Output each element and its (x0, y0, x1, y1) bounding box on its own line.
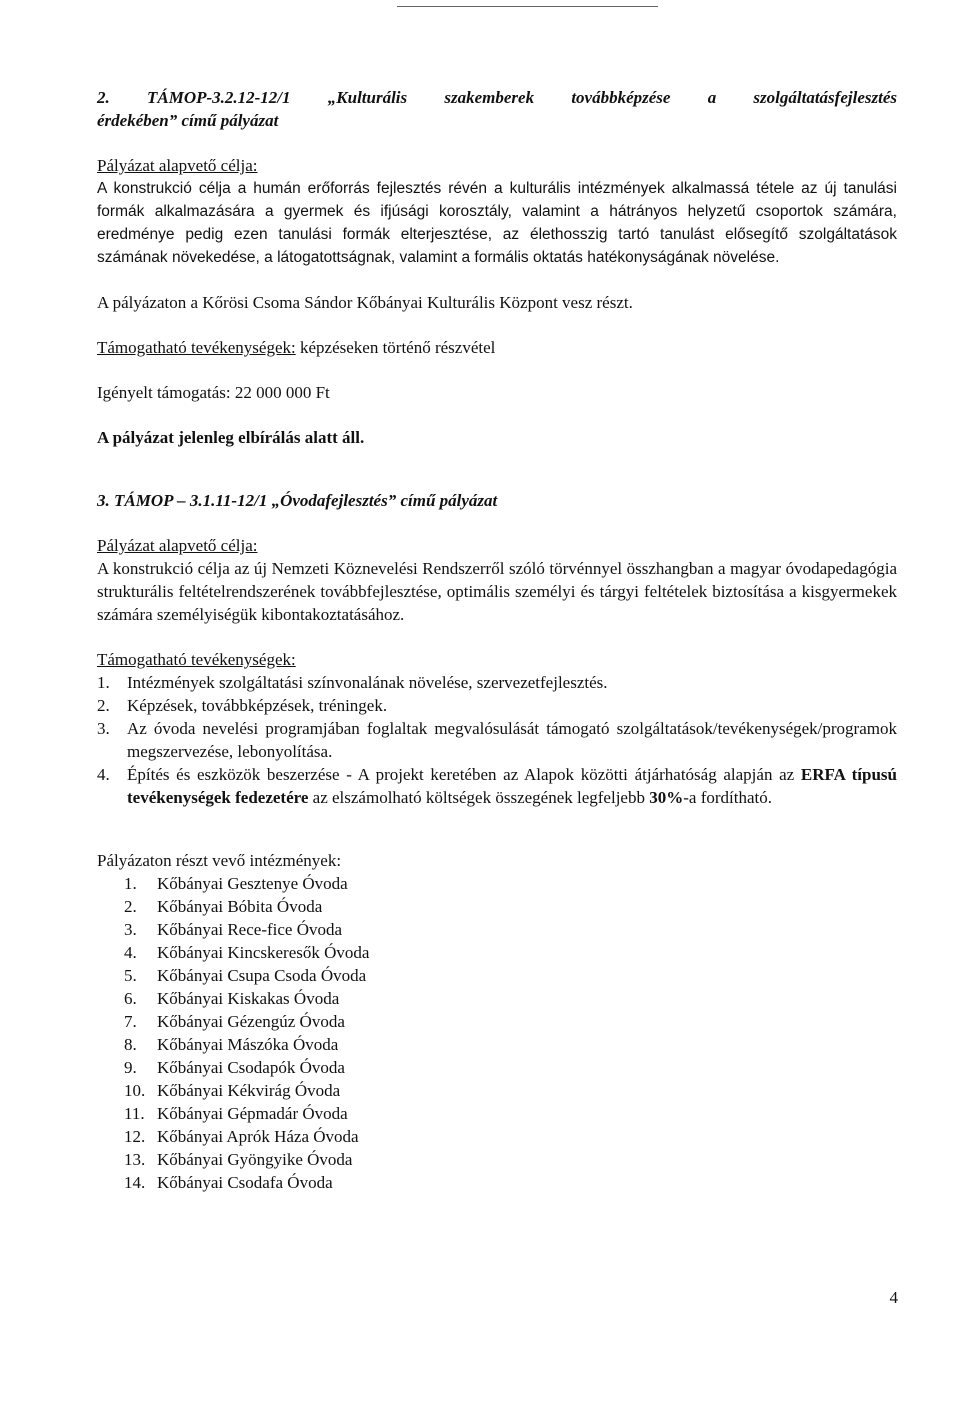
list-item-number: 3. (97, 719, 110, 738)
section2-activities-text: képzéseken történő részvétel (295, 338, 496, 357)
list-item-number: 9. (124, 1058, 137, 1077)
section3-participants-label: Pályázaton részt vevő intézmények: (97, 851, 342, 870)
list-item-text: Az óvoda nevelési programjában foglaltak megvalósulását támogató szolgáltatások/tevékenységek/programok megszervezése, lebonyolítása. (127, 719, 897, 761)
list-item (124, 895, 897, 918)
section3-heading: 3. TÁMOP – 3.1.11-12/1 „Óvodafejlesztés” című pályázat (97, 491, 498, 510)
section2-activities (97, 336, 897, 359)
top-rule (397, 6, 658, 7)
list-item-text: Kőbányai Rece-fice Óvoda (157, 920, 343, 939)
section2-status: A pályázat jelenleg elbírálás alatt áll. (97, 428, 365, 447)
section2-heading-line1: 2. TÁMOP-3.2.12-12/1 „Kulturális szakemberek továbbképzése a szolgáltatásfejlesztés (97, 88, 897, 107)
list-item (124, 964, 897, 987)
list-item-number: 5. (124, 966, 137, 985)
list-item (124, 1171, 897, 1194)
list-item (124, 1010, 897, 1033)
list-item-text: Képzések, továbbképzések, tréningek. (127, 696, 388, 715)
list-item-text: Kőbányai Aprók Háza Óvoda (157, 1127, 359, 1146)
activity4-bold-b: 30% (649, 788, 684, 807)
activity4-text-a: Építés és eszközök beszerzése - A projekt keretében az Alapok közötti átjárhatóság alapján az (127, 765, 801, 784)
list-item (124, 918, 897, 941)
list-item (124, 1125, 897, 1148)
section2-goal-label: Pályázat alapvető célja: (97, 156, 258, 175)
list-item (97, 717, 897, 763)
list-item-text: Kőbányai Gépmadár Óvoda (157, 1104, 348, 1123)
list-item-text: Kőbányai Kincskeresők Óvoda (157, 943, 370, 962)
section3-activities-label: Támogatható tevékenységek: (97, 650, 296, 669)
activity4-bold-a: ERFA típusú tevékenységek fedezetére (127, 765, 897, 807)
list-item-number: 11. (124, 1104, 145, 1123)
list-item (97, 763, 897, 809)
list-item-text: Kőbányai Kiskakas Óvoda (157, 989, 340, 1008)
section3-goal-label: Pályázat alapvető célja: (97, 536, 258, 555)
list-item-text: Kőbányai Gyöngyike Óvoda (157, 1150, 353, 1169)
list-item-number: 2. (97, 696, 110, 715)
section3-goal-text: A konstrukció célja az új Nemzeti Köznevelési Rendszerről szóló törvénnyel összhangban a magyar óvodapedagógia strukturális feltételrendszerének továbbfejlesztése, optimális személyi és tárgyi feltételek biztosítása a kisgyermekek számára személyiségük kibontakoztatásához. (97, 559, 897, 624)
list-item (124, 872, 897, 895)
section2-goal-text: A konstrukció célja a humán erőforrás fejlesztés révén a kulturális intézmények alkalmassá tétele az új tanulási formák alkalmazására a gyermek és ifjúsági korosztály, valamint a hátrányos helyzetű csoportok számára, eredménye pedig ezen tanulási formák elterjesztése, az élethosszig tartó tanulást elősegítő szolgáltatások számának növekedése, a látogatottságnak, valamint a formális oktatás hatékonyságának növelése. (97, 180, 897, 266)
list-item (124, 1079, 897, 1102)
activity4-text-b: az elszámolható költségek összegének legfeljebb (308, 788, 650, 807)
section2-participant: A pályázaton a Kőrösi Csoma Sándor Kőbányai Kulturális Központ vesz részt. (97, 293, 633, 312)
list-item-number: 4. (97, 765, 110, 784)
list-item-number: 1. (97, 673, 110, 692)
page-number: 4 (889, 1288, 898, 1307)
list-item (124, 1056, 897, 1079)
list-item-number: 10. (124, 1081, 146, 1100)
list-item-number: 7. (124, 1012, 137, 1031)
section3-schools-list (97, 872, 897, 1194)
list-item (97, 694, 897, 717)
list-item-number: 8. (124, 1035, 137, 1054)
document-page (97, 86, 897, 1194)
list-item-text (127, 763, 897, 809)
list-item-number: 6. (124, 989, 137, 1008)
list-item (124, 987, 897, 1010)
activity4-text-c: -a fordítható. (683, 788, 772, 807)
list-item-number: 1. (124, 874, 137, 893)
list-item (124, 941, 897, 964)
section2-requested-support: Igényelt támogatás: 22 000 000 Ft (97, 383, 330, 402)
list-item-number: 13. (124, 1150, 146, 1169)
list-item-number: 4. (124, 943, 137, 962)
list-item-text: Kőbányai Kékvirág Óvoda (157, 1081, 341, 1100)
list-item-number: 12. (124, 1127, 146, 1146)
list-item-number: 3. (124, 920, 137, 939)
list-item-number: 14. (124, 1173, 146, 1192)
list-item-text: Kőbányai Bóbita Óvoda (157, 897, 323, 916)
list-item (97, 671, 897, 694)
list-item-text: Intézmények szolgáltatási színvonalának növelése, szervezetfejlesztés. (127, 673, 608, 692)
list-item-text: Kőbányai Gézengúz Óvoda (157, 1012, 345, 1031)
list-item-text: Kőbányai Csodapók Óvoda (157, 1058, 345, 1077)
list-item (124, 1033, 897, 1056)
list-item-number: 2. (124, 897, 137, 916)
list-item-text: Kőbányai Csodafa Óvoda (157, 1173, 333, 1192)
list-item-text: Kőbányai Csupa Csoda Óvoda (157, 966, 367, 985)
list-item-text: Kőbányai Mászóka Óvoda (157, 1035, 339, 1054)
list-item (124, 1102, 897, 1125)
section2-heading-line2: érdekében” című pályázat (97, 111, 279, 130)
section2-activities-label: Támogatható tevékenységek: (97, 338, 296, 357)
section3-activities-list (97, 671, 897, 809)
list-item-text: Kőbányai Gesztenye Óvoda (157, 874, 348, 893)
list-item (124, 1148, 897, 1171)
